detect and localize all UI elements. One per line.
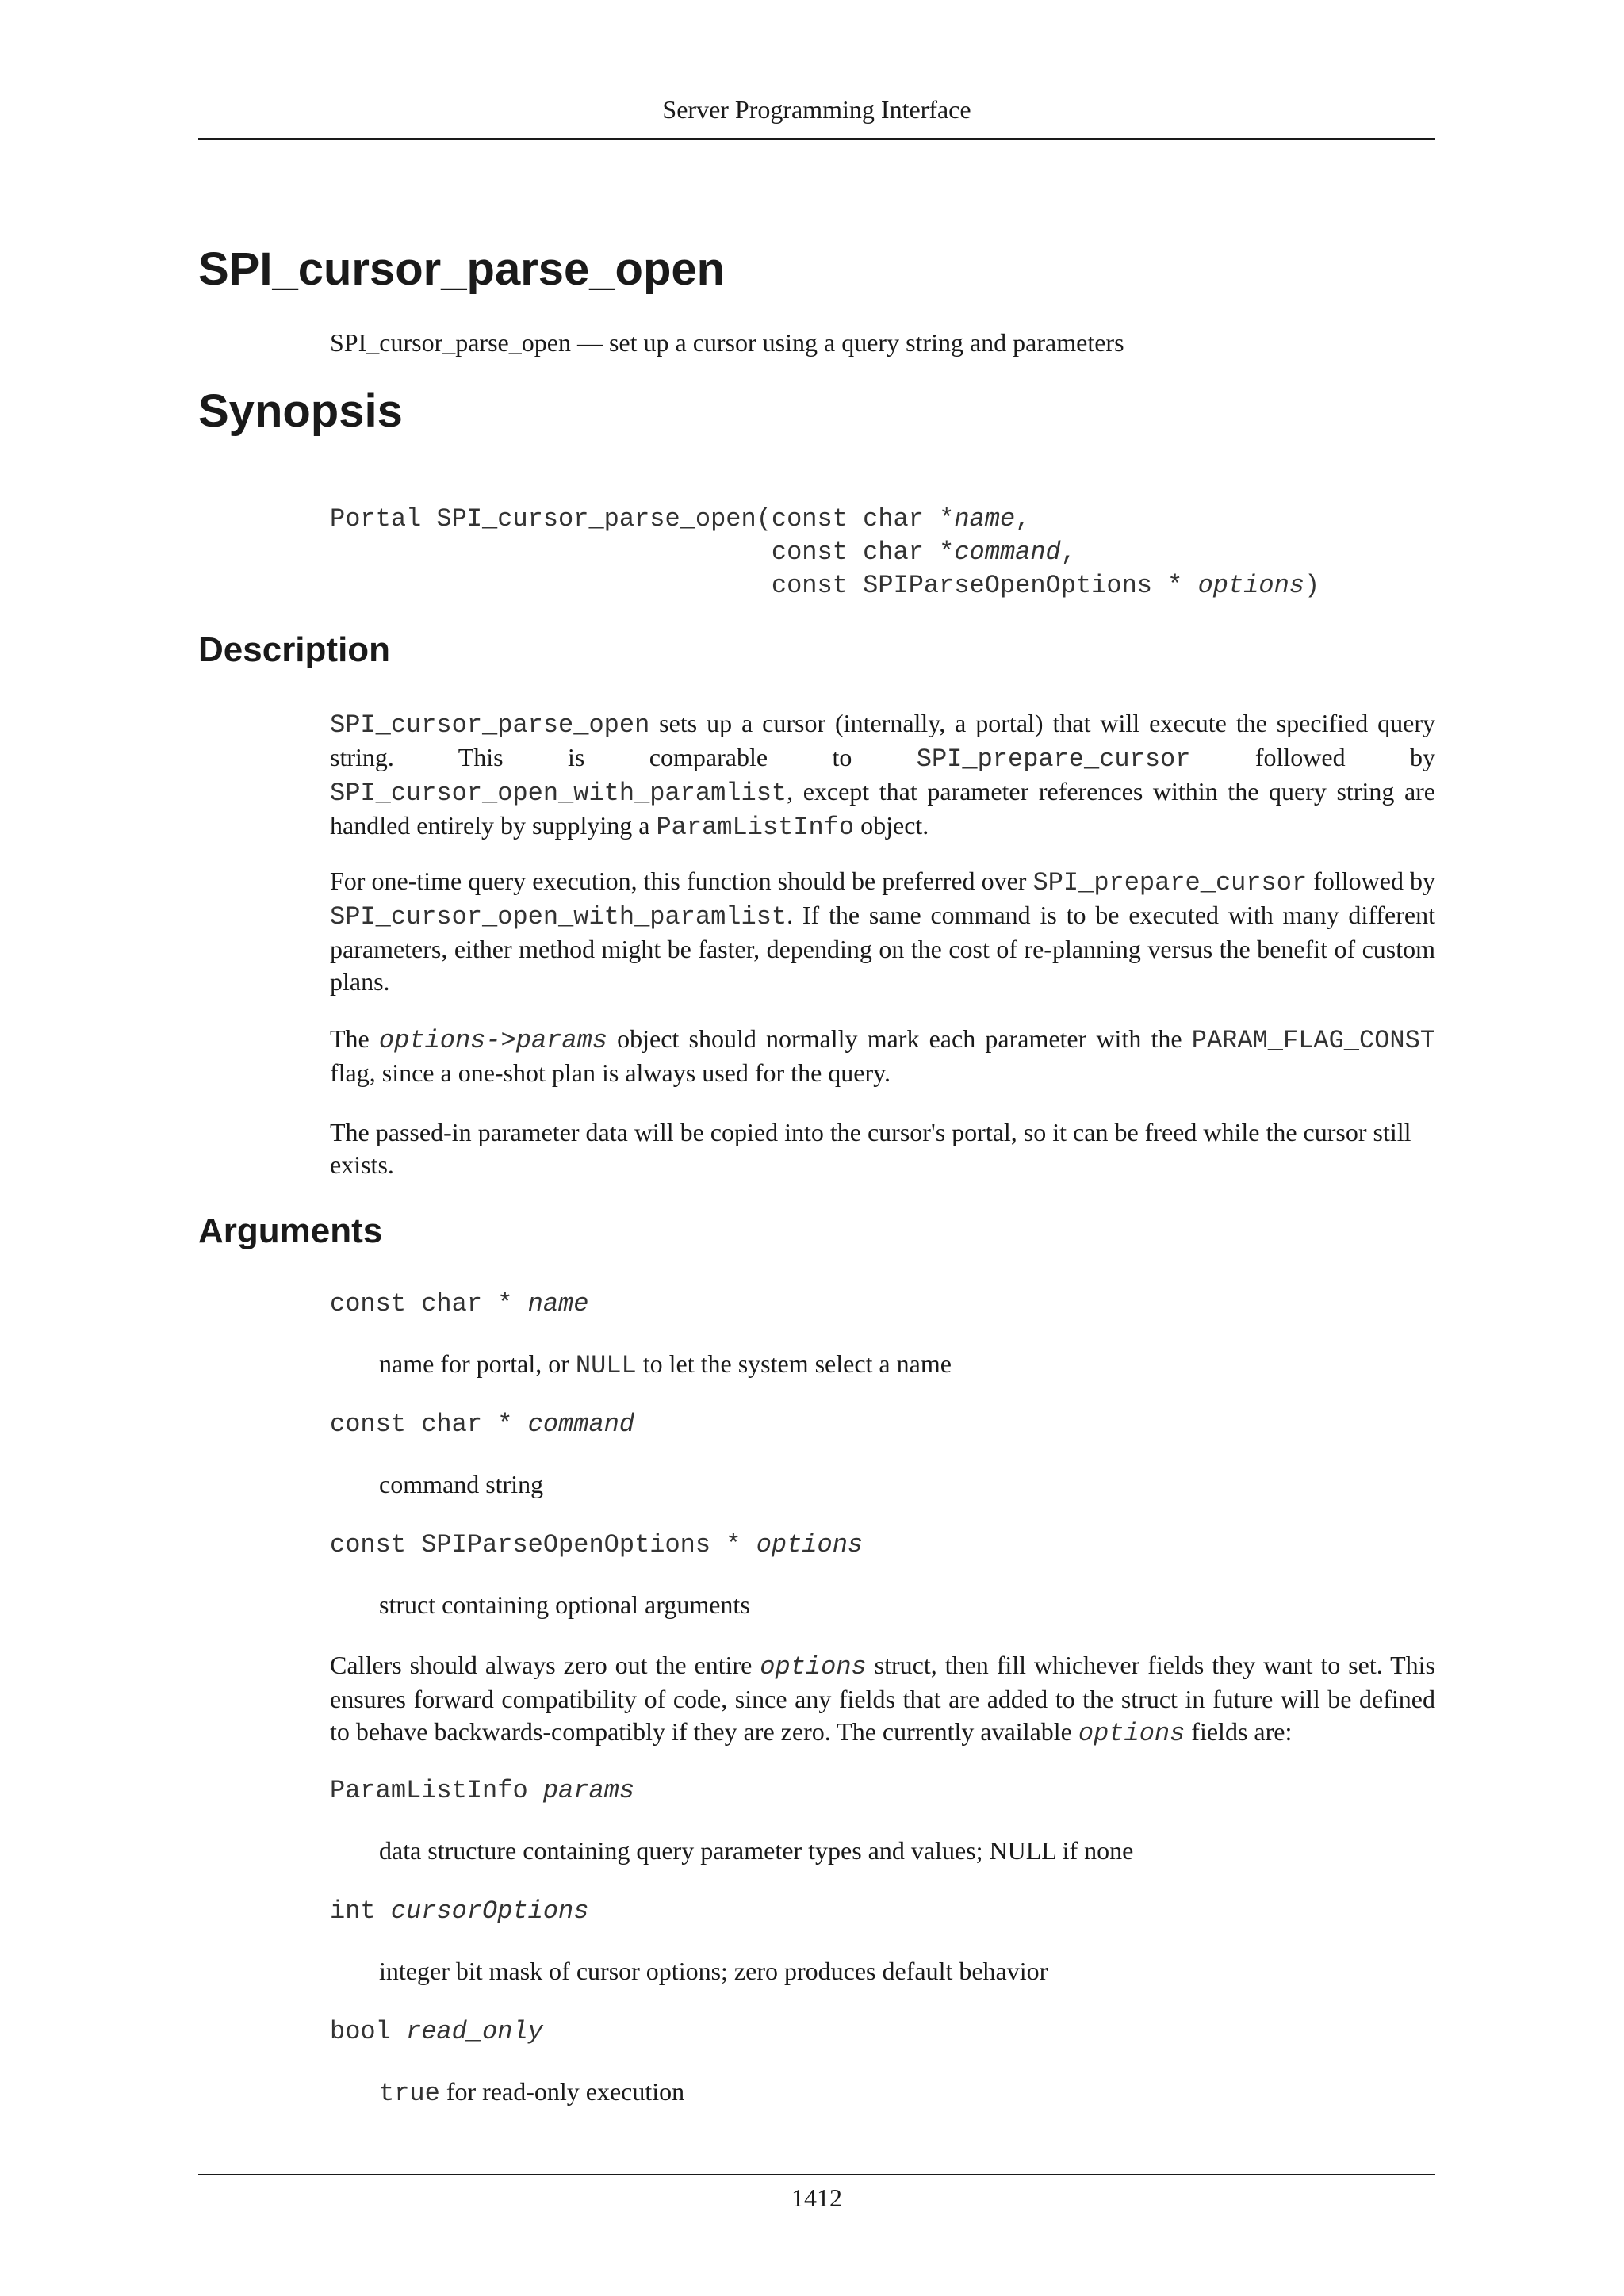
field-param: cursorOptions xyxy=(390,1896,589,1926)
paragraph-text: for read-only execution xyxy=(439,2077,685,2106)
field-desc-params: data structure containing query parameter types and values; NULL if none xyxy=(379,1836,1134,1865)
code-literal: options xyxy=(1078,1719,1185,1748)
field-desc-read-only xyxy=(379,2076,1435,2110)
argument-term-options xyxy=(330,1529,863,1562)
field-type: int xyxy=(330,1896,391,1926)
paragraph-text: . If the same command is to be executed with many different parameters, either method might be faster, depending on the cost of re-planning versus the benefit of custom plans. xyxy=(330,901,1435,996)
synopsis-line1-suffix: , xyxy=(1015,504,1031,534)
code-literal: SPI_cursor_parse_open xyxy=(330,710,650,740)
description-heading: Description xyxy=(198,630,391,669)
argument-type: const SPIParseOpenOptions * xyxy=(330,1530,756,1559)
paragraph-text: Callers should always zero out the entire xyxy=(330,1651,760,1679)
code-literal: PARAM_FLAG_CONST xyxy=(1191,1026,1436,1055)
field-param: params xyxy=(542,1776,635,1805)
field-term-params xyxy=(330,1774,634,1808)
synopsis-line2-suffix: , xyxy=(1060,538,1076,567)
description-paragraph-3 xyxy=(330,1023,1435,1089)
description-paragraph-1 xyxy=(330,707,1435,844)
paragraph-text: flag, since a one-shot plan is always used for the query. xyxy=(330,1058,891,1087)
synopsis-heading: Synopsis xyxy=(198,385,403,437)
page-title: SPI_cursor_parse_open xyxy=(198,243,726,295)
field-type: bool xyxy=(330,2017,407,2046)
code-literal: options xyxy=(760,1652,867,1682)
paragraph-text: name for portal, or xyxy=(379,1349,576,1378)
field-param: read_only xyxy=(406,2017,543,2046)
paragraph-text: to let the system select a name xyxy=(636,1349,952,1378)
code-literal: NULL xyxy=(575,1351,637,1380)
code-literal: SPI_cursor_open_with_paramlist xyxy=(330,779,787,808)
argument-type: const char * xyxy=(330,1289,528,1318)
argument-param: name xyxy=(527,1289,589,1318)
paragraph-text: struct, then fill whichever fields they want to set. This ensures forward compatibility of code, since any fields that are added to the struct in future will be defined to behave backwards-compatibly if they are zero. The currently available xyxy=(330,1651,1436,1746)
description-paragraph-2 xyxy=(330,865,1435,998)
code-literal: true xyxy=(379,2079,440,2108)
argument-term-name xyxy=(330,1288,588,1321)
paragraph-text: object. xyxy=(854,811,929,840)
argument-type: const char * xyxy=(330,1410,528,1439)
paragraph-text: followed by xyxy=(1307,867,1436,895)
paragraph-text: , except that parameter references within the query string are handled entirely by supplying a xyxy=(330,777,1435,840)
field-term-cursor-options xyxy=(330,1895,588,1928)
synopsis-param-options: options xyxy=(1197,571,1304,600)
paragraph-text: sets up a cursor (internally, a portal) that will execute the specified query string. This is comparable to xyxy=(330,709,1435,771)
paragraph-text: fields are: xyxy=(1185,1717,1293,1746)
paragraph-text: object should normally mark each parameter with the xyxy=(607,1024,1192,1053)
paragraph-text: The xyxy=(330,1024,379,1053)
footer-rule xyxy=(198,2174,1435,2175)
paragraph-text: For one-time query execution, this function should be preferred over xyxy=(330,867,1033,895)
argument-desc-options: struct containing optional arguments xyxy=(379,1590,750,1619)
description-paragraph-4: The passed-in parameter data will be copied into the cursor's portal, so it can be freed while the cursor still exists. xyxy=(330,1118,1411,1179)
field-term-read-only xyxy=(330,2015,543,2049)
running-header: Server Programming Interface xyxy=(662,95,971,124)
paragraph-text: followed by xyxy=(1190,743,1436,771)
code-literal: SPI_cursor_open_with_paramlist xyxy=(330,902,787,932)
synopsis-line1-prefix: Portal SPI_cursor_parse_open(const char * xyxy=(330,504,955,534)
code-literal: ParamListInfo xyxy=(656,813,855,842)
code-literal: SPI_prepare_cursor xyxy=(1032,868,1308,897)
synopsis-line3-suffix: ) xyxy=(1304,571,1320,600)
field-type: ParamListInfo xyxy=(330,1776,543,1805)
callers-paragraph xyxy=(330,1649,1435,1750)
argument-param: options xyxy=(756,1530,864,1559)
argument-param: command xyxy=(527,1410,635,1439)
refpurpose: SPI_cursor_parse_open — set up a cursor using a query string and parameters xyxy=(330,328,1124,357)
synopsis-code xyxy=(330,503,1320,603)
synopsis-line3-prefix: const SPIParseOpenOptions * xyxy=(330,571,1198,600)
header-rule xyxy=(198,138,1435,140)
arguments-heading: Arguments xyxy=(198,1211,383,1250)
argument-desc-command: command string xyxy=(379,1470,544,1498)
page-number: 1412 xyxy=(791,2183,842,2212)
synopsis-line2-prefix: const char * xyxy=(330,538,955,567)
code-literal: SPI_prepare_cursor xyxy=(916,744,1191,774)
code-literal: options->params xyxy=(378,1026,607,1055)
field-desc-cursor-options: integer bit mask of cursor options; zero produces default behavior xyxy=(379,1957,1048,1985)
synopsis-param-name: name xyxy=(954,504,1016,534)
synopsis-param-command: command xyxy=(954,538,1061,567)
argument-desc-name xyxy=(379,1348,1435,1382)
argument-term-command xyxy=(330,1408,634,1441)
